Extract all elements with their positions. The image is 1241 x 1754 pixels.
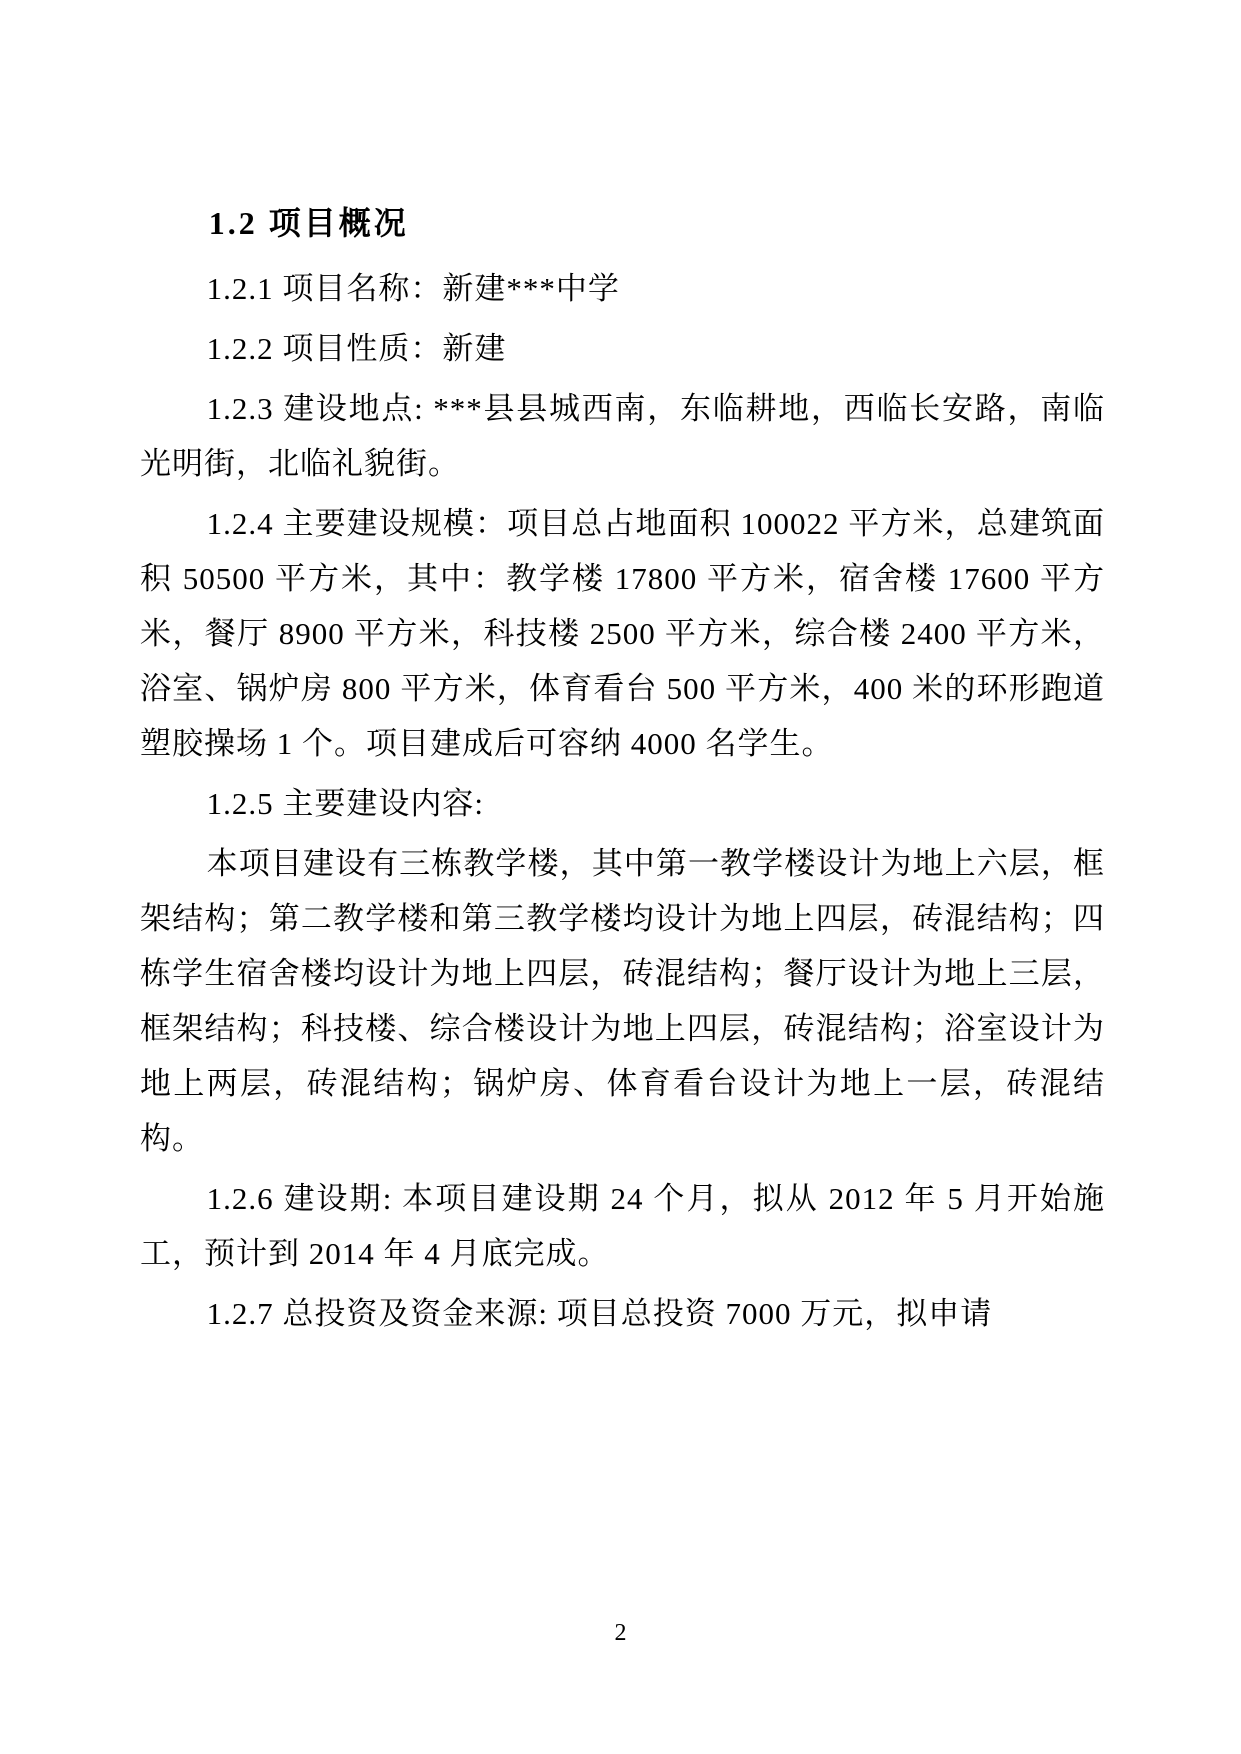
para-1-2-4-construction-scale: 1.2.4 主要建设规模：项目总占地面积 100022 平方米，总建筑面积 50500 平方米，其中：教学楼 17800 平方米，宿舍楼 17600 平方米，餐厅 8900 平方米，科技楼 2500 平方米，综合楼 2400 平方米，浴室、锅炉房 800 平方米，体育看台 500 平方米，400 米的环形跑道塑胶操场 1 个。项目建成后可容纳 4000 名学生。 — [140, 506, 1105, 761]
page-number: 2 — [614, 1620, 627, 1646]
para-1-2-7-total-investment: 1.2.7 总投资及资金来源: 项目总投资 7000 万元，拟申请 — [206, 1296, 993, 1331]
section-heading-1-2: 1.2 项目概况 — [208, 205, 409, 241]
para-1-2-5-construction-content-label: 1.2.5 主要建设内容: — [206, 786, 485, 821]
document-body — [140, 196, 1105, 1346]
para-1-2-1-project-name: 1.2.1 项目名称：新建***中学 — [206, 271, 620, 306]
para-1-2-3-construction-site: 1.2.3 建设地点: ***县县城西南，东临耕地，西临长安路，南临光明街，北临礼貌街。 — [140, 391, 1105, 481]
para-1-2-2-project-nature: 1.2.2 项目性质：新建 — [206, 331, 507, 366]
para-1-2-5-construction-content-body: 本项目建设有三栋教学楼，其中第一教学楼设计为地上六层，框架结构；第二教学楼和第三教学楼均设计为地上四层，砖混结构；四栋学生宿舍楼均设计为地上四层，砖混结构；餐厅设计为地上三层，框架结构；科技楼、综合楼设计为地上四层，砖混结构；浴室设计为地上两层，砖混结构；锅炉房、体育看台设计为地上一层，砖混结构。 — [140, 846, 1105, 1156]
para-1-2-6-construction-period: 1.2.6 建设期: 本项目建设期 24 个月，拟从 2012 年 5 月开始施工，预计到 2014 年 4 月底完成。 — [140, 1181, 1105, 1271]
